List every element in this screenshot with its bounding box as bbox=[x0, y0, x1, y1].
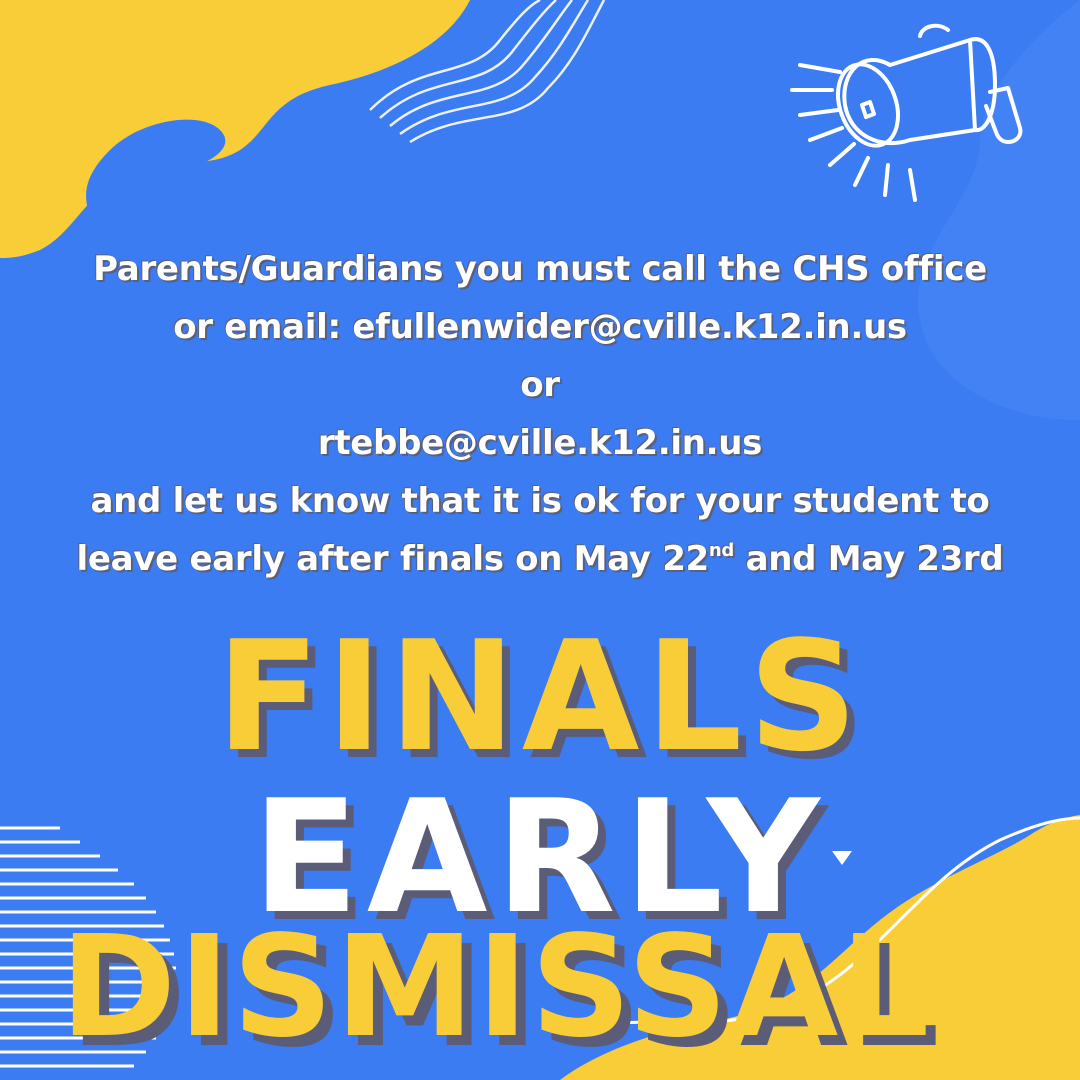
ordinal-suffix: nd bbox=[708, 540, 735, 561]
message-line-6-start: leave early after finals on May 22 bbox=[76, 539, 709, 579]
message-line-6-end: and May 23rd bbox=[734, 539, 1004, 579]
headline-early: EARLY bbox=[252, 766, 828, 948]
message-line-3: or bbox=[520, 365, 560, 405]
megaphone-icon bbox=[770, 10, 1070, 230]
message-line-4: rtebbe@cville.k12.in.us bbox=[317, 423, 763, 463]
headline-finals: FINALS bbox=[216, 608, 864, 785]
message-line-5: and let us know that it is ok for your student to bbox=[90, 481, 990, 521]
instructions-message bbox=[0, 240, 1080, 588]
message-line-1: Parents/Guardians you must call the CHS office bbox=[93, 249, 987, 289]
top-left-yellow-blob bbox=[0, 0, 470, 258]
message-line-2: or email: efullenwider@cville.k12.in.us bbox=[173, 307, 907, 347]
headline-dismissal: DISMISSAL bbox=[60, 906, 932, 1069]
message-line-6 bbox=[0, 530, 1080, 588]
